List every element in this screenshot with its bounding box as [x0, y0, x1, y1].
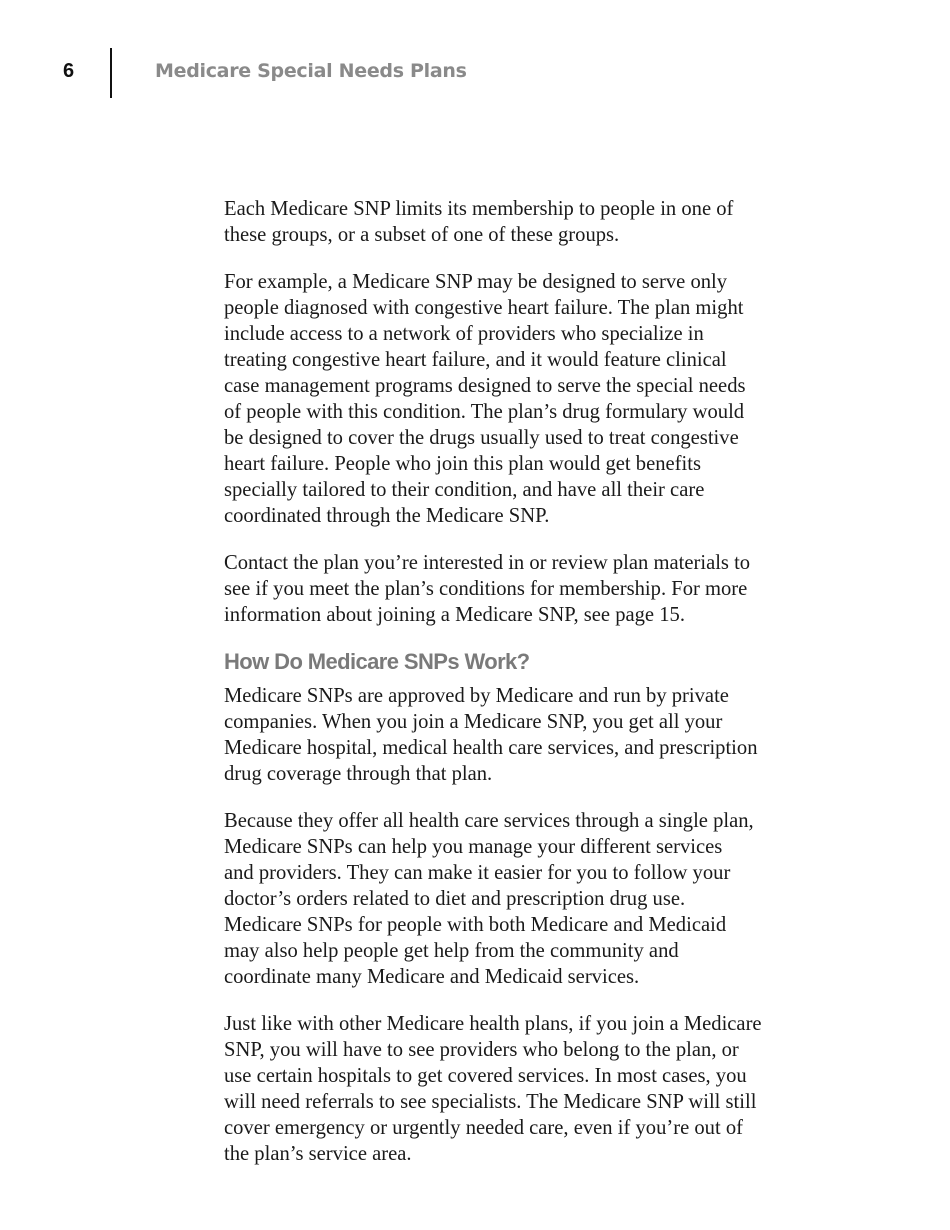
- paragraph-membership-groups: Each Medicare SNP limits its membership to people in one of these groups, or a subset of one of these groups.: [224, 198, 734, 246]
- page-number: 6: [63, 60, 75, 82]
- paragraph-contact-plan: Contact the plan you’re interested in or review plan materials to see if you meet the plan’s conditions for membership. For more information about joining a Medicare SNP, see page 15.: [224, 552, 751, 626]
- page-header: [0, 48, 950, 98]
- page-content: [224, 196, 789, 1188]
- paragraph-providers: Just like with other Medicare health plans, if you join a Medicare SNP, you will have to see providers who belong to the plan, or use certain hospitals to get covered services. In most cases, you will need referrals to see specialists. The Medicare SNP will still cover emergency or urgently needed care, even if you’re out of the plan’s service area.: [224, 1013, 762, 1165]
- running-title: Medicare Special Needs Plans: [155, 60, 467, 82]
- header-divider: [110, 48, 112, 98]
- paragraph-single-plan: Because they offer all health care services through a single plan, Medicare SNPs can help you manage your different services and providers. They can make it easier for you to follow your doctor’s orders related to diet and prescription drug use. Medicare SNPs for people with both Medicare and Medicaid may also help people get help from the community and coordinate many Medicare and Medicaid services.: [224, 810, 754, 988]
- paragraph-approval: Medicare SNPs are approved by Medicare and run by private companies. When you join a Medicare SNP, you get all your Medicare hospital, medical health care services, and prescription drug coverage through that plan.: [224, 685, 758, 785]
- section-heading: How Do Medicare SNPs Work?: [224, 649, 530, 674]
- paragraph-example: For example, a Medicare SNP may be designed to serve only people diagnosed with congestive heart failure. The plan might include access to a network of providers who specialize in treating congestive heart failure, and it would feature clinical case management programs designed to serve the special needs of people with this condition. The plan’s drug formulary would be designed to cover the drugs usually used to treat congestive heart failure. People who join this plan would get benefits specially tailored to their condition, and have all their care coordinated through the Medicare SNP.: [224, 271, 746, 527]
